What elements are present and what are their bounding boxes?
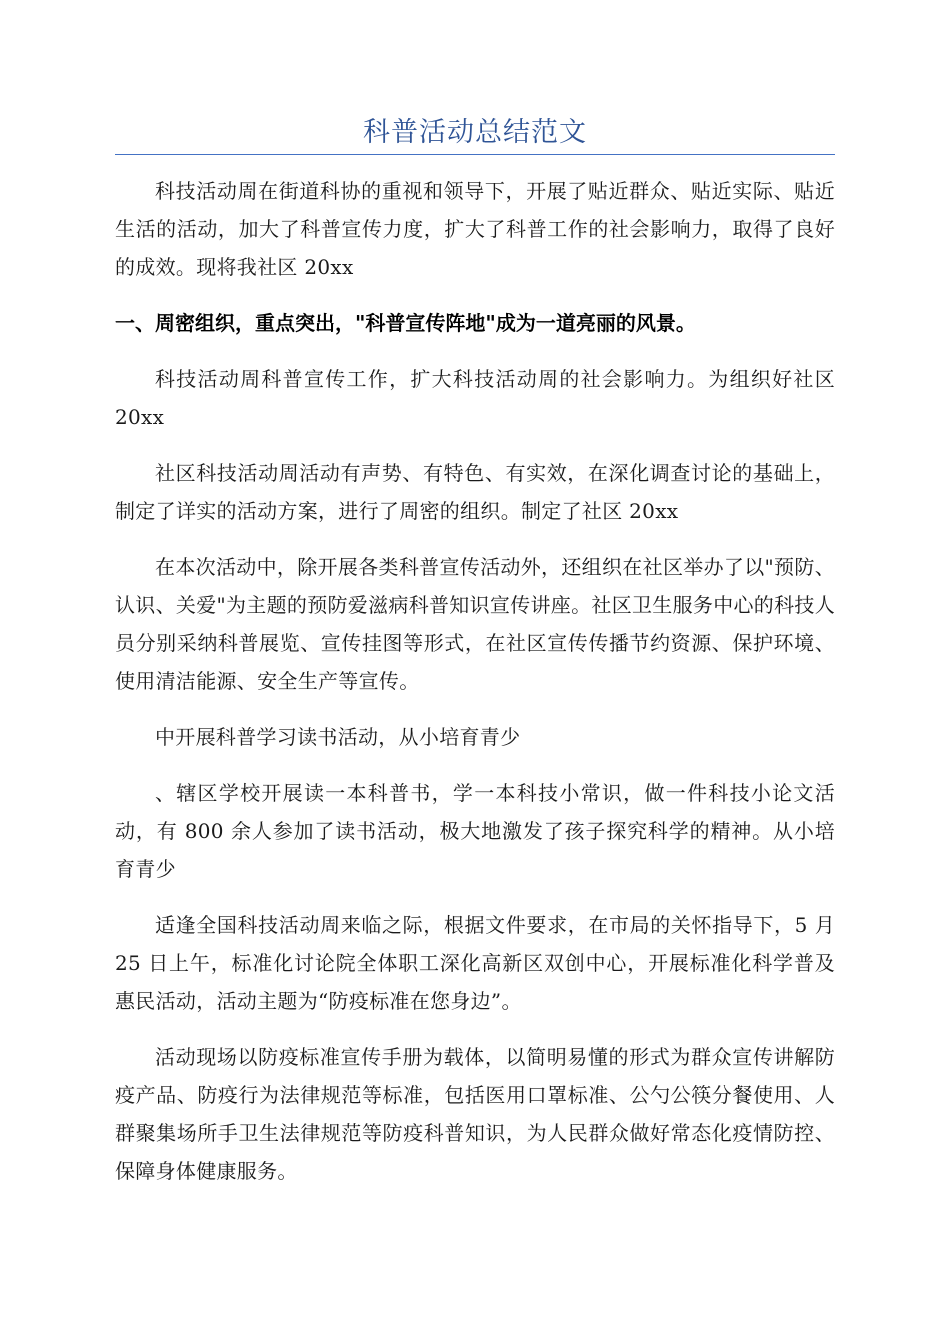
title-underline [115, 154, 835, 155]
paragraph-4: 在本次活动中，除开展各类科普宣传活动外，还组织在社区举办了以"预防、认识、关爱"为主题的预防爱滋病科普知识宣传讲座。社区卫生服务中心的科技人员分别采纳科普展览、宣传挂图等形式，在社区宣传传播节约资源、保护环境、使用清洁能源、安全生产等宣传。 [115, 555, 835, 693]
paragraph-2: 科技活动周科普宣传工作，扩大科技活动周的社会影响力。为组织好社区 20xx [115, 367, 835, 429]
paragraph-6: 、辖区学校开展读一本科普书，学一本科技小常识，做一件科技小论文活动，有 800 余人参加了读书活动，极大地激发了孩子探究科学的精神。从小培育青少 [115, 781, 835, 881]
paragraph-intro: 科技活动周在街道科协的重视和领导下，开展了贴近群众、贴近实际、贴近生活的活动，加大了科普宣传力度，扩大了科普工作的社会影响力，取得了良好的成效。现将我社区 20xx [115, 179, 835, 279]
section-heading-1: 一、周密组织，重点突出，"科普宣传阵地"成为一道亮丽的风景。 [115, 311, 696, 335]
document-title: 科普活动总结范文 [363, 117, 587, 148]
paragraph-5: 中开展科普学习读书活动，从小培育青少 [155, 725, 521, 749]
paragraph-7: 适逢全国科技活动周来临之际，根据文件要求，在市局的关怀指导下，5 月 25 日上午，标准化讨论院全体职工深化高新区双创中心，开展标准化科学普及惠民活动，活动主题为“防疫标准在您身边”。 [115, 913, 835, 1013]
document-body [115, 172, 835, 1208]
paragraph-8: 活动现场以防疫标准宣传手册为载体，以简明易懂的形式为群众宣传讲解防疫产品、防疫行为法律规范等标准，包括医用口罩标准、公勺公筷分餐使用、人群聚集场所手卫生法律规范等防疫科普知识，为人民群众做好常态化疫情防控、保障身体健康服务。 [115, 1045, 835, 1183]
paragraph-3: 社区科技活动周活动有声势、有特色、有实效，在深化调查讨论的基础上，制定了详实的活动方案，进行了周密的组织。制定了社区 20xx [115, 461, 835, 523]
